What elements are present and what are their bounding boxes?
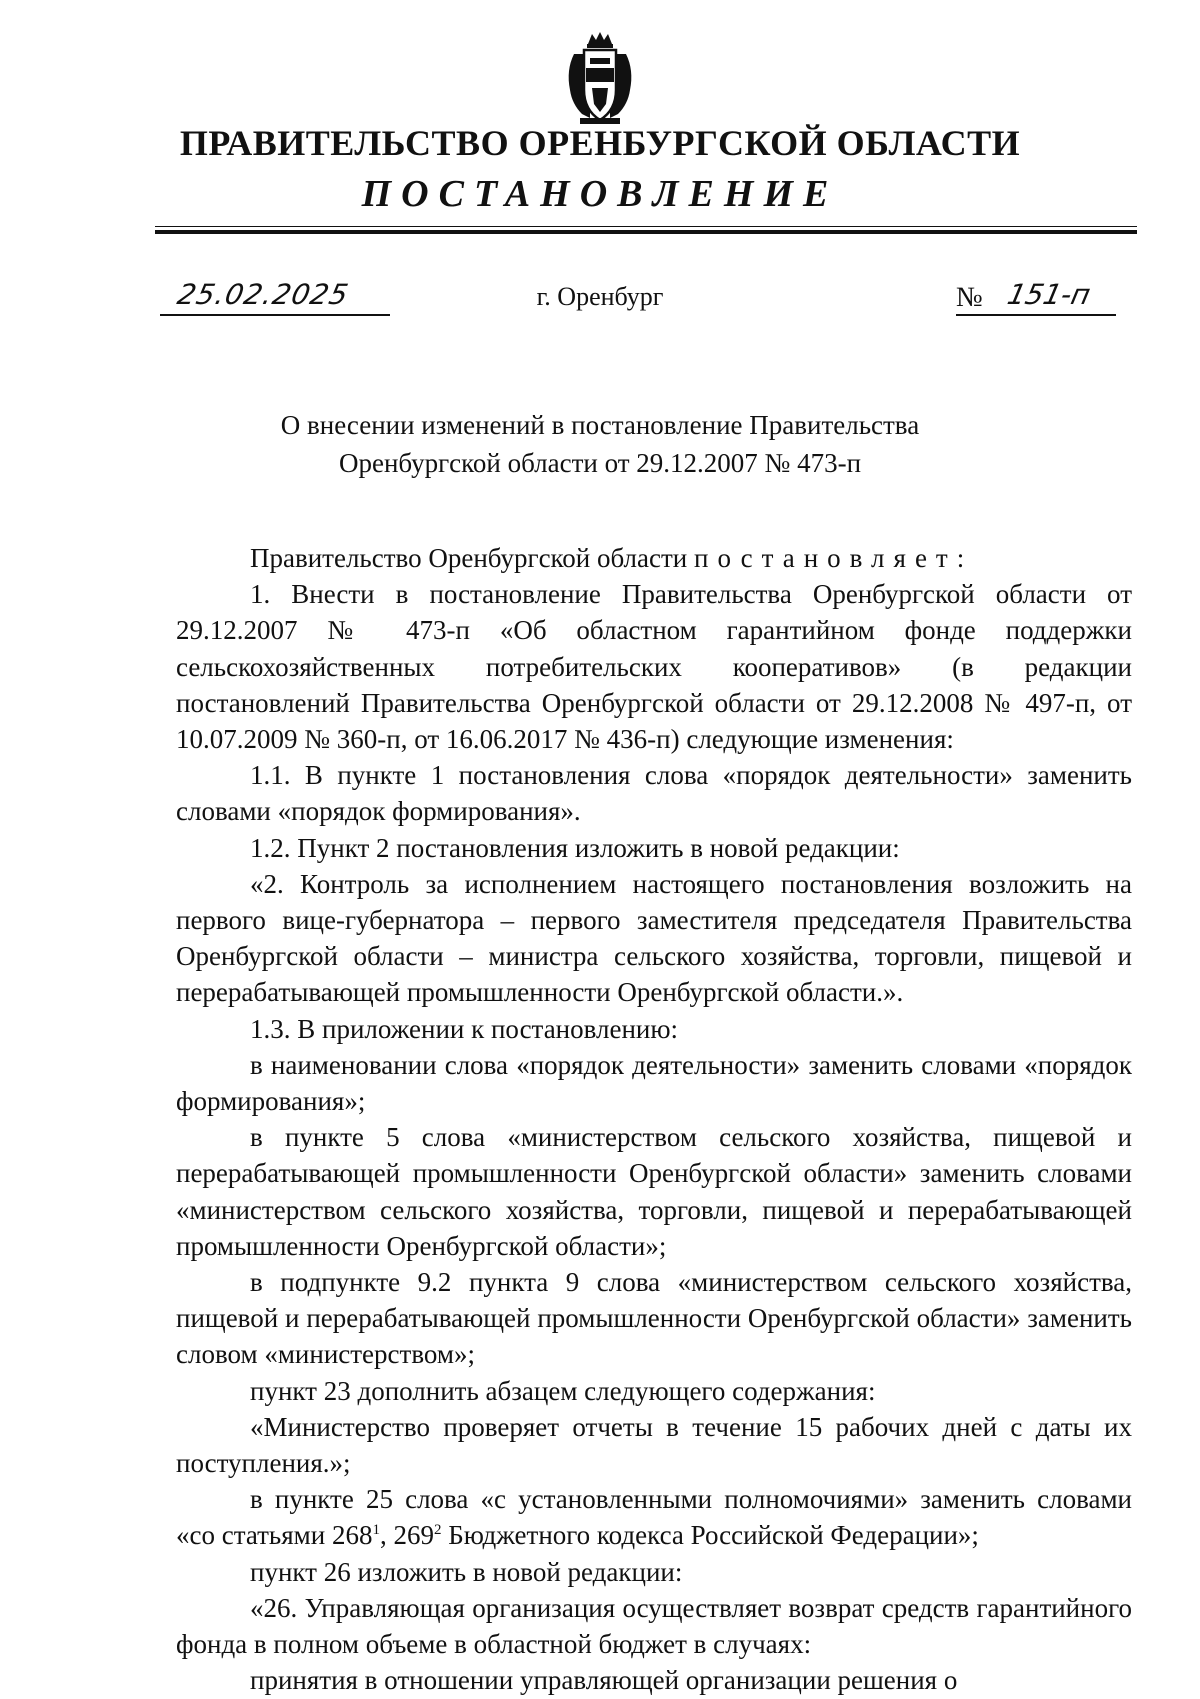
header-rule-thin — [155, 226, 1137, 227]
paragraph-1-3-c: в подпункте 9.2 пункта 9 слова «министерством сельского хозяйства, пищевой и перерабатывающей промышленности Оренбургской области» заменить словом «министерством»; — [176, 1267, 1132, 1370]
intro-verb: постановляет — [694, 543, 957, 573]
government-title: ПРАВИТЕЛЬСТВО ОРЕНБУРГСКОЙ ОБЛАСТИ — [179, 123, 1021, 163]
document-type-title: ПОСТАНОВЛЕНИЕ — [361, 173, 839, 215]
city-label: г. Оренбург — [536, 282, 664, 311]
paragraph-1: 1. Внести в постановление Правительства Оренбургской области от 29.12.2007 № 473-п «Об областном гарантийном фонде поддержки сельскохозяйственных потребительских кооперативов» (в редакции постановлений Правительства Оренбургской области от 29.12.2008 № 497-п, от 10.07.2009 № 360-п, от 16.06.2017 № 436-п) следующие изменения: — [176, 579, 1132, 755]
paragraph-1-3-a: в наименовании слова «порядок деятельности» заменить словами «порядок формирования»; — [176, 1049, 1132, 1117]
intro-tail: : — [956, 543, 965, 573]
paragraph-1-3-b: в пункте 5 слова «министерством сельского хозяйства, пищевой и перерабатывающей промышленности Оренбургской области» заменить словами «министерством сельского хозяйства, торговли, пищевой и перерабатывающей промышленности Оренбургской области»; — [176, 1122, 1132, 1261]
superscript-1: 1 — [372, 1522, 380, 1539]
paragraph-1-3-d-quote: «Министерство проверяет отчеты в течение 15 рабочих дней с даты их поступления.»; — [176, 1411, 1132, 1479]
paragraph-1-3-f-item: принятия в отношении управляющей организации решения о — [250, 1665, 958, 1696]
coat-of-arms-emblem — [560, 30, 640, 126]
paragraph-1-1: 1.1. В пункте 1 постановления слова «порядок деятельности» заменить словами «порядок формирования». — [176, 760, 1132, 827]
subject-line-1: О внесении изменений в постановление Правительства — [280, 410, 920, 440]
number-value: 151-п — [1004, 278, 1094, 311]
document-body — [176, 540, 1132, 1699]
intro-lead: Правительство Оренбургской области — [250, 543, 694, 573]
paragraph-1-3-e-mid: , 269 — [379, 1520, 434, 1551]
number-field — [956, 278, 1116, 316]
paragraph-1-3-e — [176, 1481, 1132, 1553]
paragraph-1-3: 1.3. В приложении к постановлению: — [250, 1013, 679, 1044]
paragraph-1-2: 1.2. Пункт 2 постановления изложить в новой редакции: — [250, 832, 900, 863]
paragraph-1-3-f-quote: «26. Управляющая организация осуществляет возврат средств гарантийного фонда в полном объеме в областной бюджет в случаях: — [176, 1592, 1132, 1660]
date-value: 25.02.2025 — [174, 278, 352, 311]
subject-line-2: Оренбургской области от 29.12.2007 № 473-п — [338, 448, 862, 478]
number-sign: № — [956, 282, 983, 313]
subject-heading — [0, 406, 1200, 482]
intro-paragraph — [176, 540, 1132, 576]
paragraph-1-3-e-lead: в пункте 25 слова «с установленными полномочиями» заменить словами «со статьями 268 — [176, 1484, 1132, 1551]
paragraph-1-3-e-tail: Бюджетного кодекса Российской Федерации»; — [441, 1520, 979, 1551]
paragraph-1-3-f: пункт 26 изложить в новой редакции: — [250, 1556, 683, 1587]
superscript-2: 2 — [433, 1522, 442, 1539]
paragraph-1-3-d: пункт 23 дополнить абзацем следующего содержания: — [250, 1375, 876, 1406]
header-rule-thick — [155, 230, 1137, 234]
paragraph-1-2-quote: «2. Контроль за исполнением настоящего постановления возложить на первого вице-губернатора – первого заместителя председателя Правительства Оренбургской области – министра сельского хозяйства, торговли, пищевой и перерабатывающей промышленности Оренбургской области.». — [176, 868, 1132, 1008]
